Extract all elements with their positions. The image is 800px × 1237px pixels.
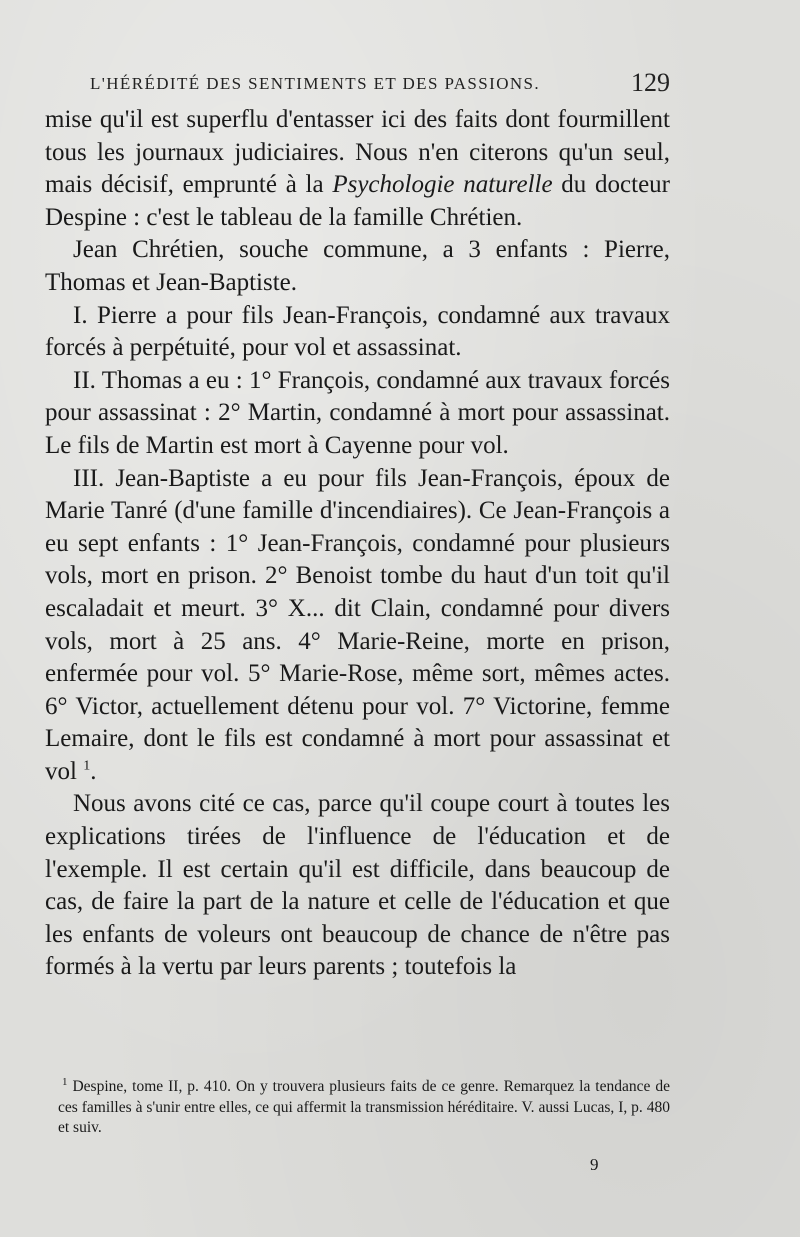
footnote	[58, 1077, 670, 1139]
paragraph-1-start: mise qu'il est superflu d'entasser ici des faits dont fourmillent tous les journaux judiciaires. Nous n'en citerons qu'un seul, mais décisif, emprunté à la	[45, 106, 670, 199]
main-text	[45, 104, 670, 984]
paragraph-2: Jean Chrétien, souche commune, a 3 enfants : Pierre, Thomas et Jean-Baptiste.	[45, 236, 670, 296]
paragraph-5-text: III. Jean-Baptiste a eu pour fils Jean-François, époux de Marie Tanré (d'une famille d'incendiaires). Ce Jean-François a eu sept enfants : 1° Jean-François, condamné pour plusieurs vols, mort en prison. 2° Benoist tombe du haut d'un toit qu'il escaladait et meurt. 3° X... dit Clain, condamné pour divers vols, mort à 25 ans. 4° Marie-Reine, morte en prison, enfermée pour vol. 5° Marie-Rose, même sort, mêmes actes. 6° Victor, actuellement détenu pour vol. 7° Victorine, femme Lemaire, dont le fils est condamné à mort pour assassinat et vol	[45, 464, 670, 785]
footnote-marker: 1	[62, 1075, 68, 1088]
page-number: 129	[631, 68, 670, 97]
signature-mark: 9	[590, 1155, 599, 1174]
paragraph-6: Nous avons cité ce cas, parce qu'il coupe court à toutes les explications tirées de l'influence de l'éducation et de l'exemple. Il est certain qu'il est difficile, dans beaucoup de cas, de faire la part de la nature et celle de l'éducation et que les enfants de voleurs ont beaucoup de chance de n'être pas formés à la vertu par leurs parents ; toutefois la	[45, 790, 670, 981]
paragraph-4: II. Thomas a eu : 1° François, condamné aux travaux forcés pour assassinat : 2° Martin, condamné à mort pour assassinat. Le fils de Martin est mort à Cayenne pour vol.	[45, 366, 670, 459]
paragraph-5-period: .	[90, 757, 97, 785]
footnote-text: Despine, tome II, p. 410. On y trouvera plusieurs faits de ce genre. Remarquez la tendance de ces familles à s'unir entre elles, ce qui affermit la transmission héréditaire. V. aussi Lucas, I, p. 480 et suiv.	[58, 1078, 670, 1136]
paragraph-1-end: du docteur Despine : c'est le tableau de la famille Chrétien.	[45, 171, 671, 231]
paragraph-5	[45, 463, 670, 789]
footnote-reference[interactable]: 1	[83, 758, 91, 774]
paragraph-3: I. Pierre a pour fils Jean-François, condamné aux travaux forcés à perpétuité, pour vol et assassinat.	[45, 301, 670, 362]
book-title-italic: Psychologie naturelle	[332, 171, 553, 199]
footnote-paragraph	[58, 1077, 670, 1139]
running-title: L'HÉRÉDITÉ DES SENTIMENTS ET DES PASSIONS.	[90, 74, 541, 93]
paragraph-1	[45, 104, 670, 234]
running-head	[90, 68, 670, 104]
